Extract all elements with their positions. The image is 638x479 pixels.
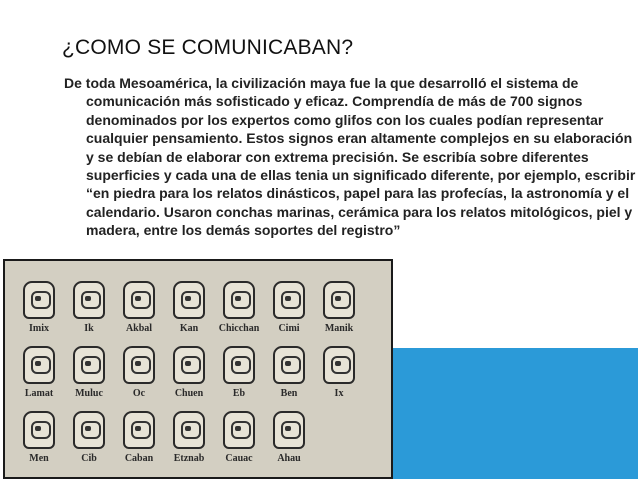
glyph-icon-etznab: [173, 411, 205, 449]
glyph-label: Men: [29, 453, 49, 464]
glyph-icon-men: [23, 411, 55, 449]
accent-bar: [393, 348, 638, 479]
glyph-label: Cib: [81, 453, 97, 464]
glyph-label: Akbal: [125, 323, 153, 334]
glyph-icon-lamat: [23, 346, 55, 384]
glyph-label: Ix: [334, 388, 344, 399]
glyph-label: Caban: [124, 453, 154, 464]
glyph-icon-chuen: [173, 346, 205, 384]
glyph-label: Cauac: [225, 453, 253, 464]
maya-glyphs-image: [3, 259, 393, 479]
glyph-icon-cib: [73, 411, 105, 449]
glyph-label: Lamat: [24, 388, 54, 399]
glyph-icon-ahau: [273, 411, 305, 449]
glyph-icon-cimi: [273, 281, 305, 319]
glyph-icon-oc: [123, 346, 155, 384]
glyph-label: Eb: [232, 388, 246, 399]
glyph-icon-manik: [323, 281, 355, 319]
glyph-icon-ik: [73, 281, 105, 319]
glyph-icon-akbal: [123, 281, 155, 319]
glyph-icon-muluc: [73, 346, 105, 384]
glyph-label: Manik: [324, 323, 354, 334]
glyph-label: Imix: [29, 323, 49, 334]
glyph-icon-imix: [23, 281, 55, 319]
glyph-icon-eb: [223, 346, 255, 384]
glyph-label: Ik: [84, 323, 94, 334]
glyph-icon-chicchan: [223, 281, 255, 319]
glyph-icon-cauac: [223, 411, 255, 449]
glyph-label: Cimi: [278, 323, 300, 334]
glyph-label: Ben: [280, 388, 298, 399]
glyph-label: Chicchan: [218, 323, 260, 334]
glyph-label: Chuen: [174, 388, 204, 399]
glyph-label: Kan: [179, 323, 199, 334]
glyph-label: Etznab: [173, 453, 205, 464]
glyph-icon-kan: [173, 281, 205, 319]
slide-title: ¿COMO SE COMUNICABAN?: [62, 36, 354, 59]
glyph-label: Muluc: [75, 388, 103, 399]
glyph-icon-ben: [273, 346, 305, 384]
glyph-icon-caban: [123, 411, 155, 449]
glyph-icon-ix: [323, 346, 355, 384]
slide-paragraph: De toda Mesoamérica, la civilización maya fue la que desarrolló el sistema de comunicación más sofisticado y eficaz. Comprendía de más de 700 signos denominados por los expertos como glifos con los cuales podían representar cualquier pensamiento. Estos signos eran altamente complejos en su elaboración y se debían de elaborar con extrema precisión. Se escribía sobre diferentes superficies y cada una de ellas tenia un significado diferente, por ejemplo, escribir “en piedra para los relatos dinásticos, papel para las profecías, la astronomía y el calendario. Usaron conchas marinas, cerámica para los relatos mitológicos, piel y madera, entre los demás soportes del registro”: [64, 75, 636, 239]
glyph-label: Ahau: [277, 453, 301, 464]
glyph-label: Oc: [132, 388, 146, 399]
